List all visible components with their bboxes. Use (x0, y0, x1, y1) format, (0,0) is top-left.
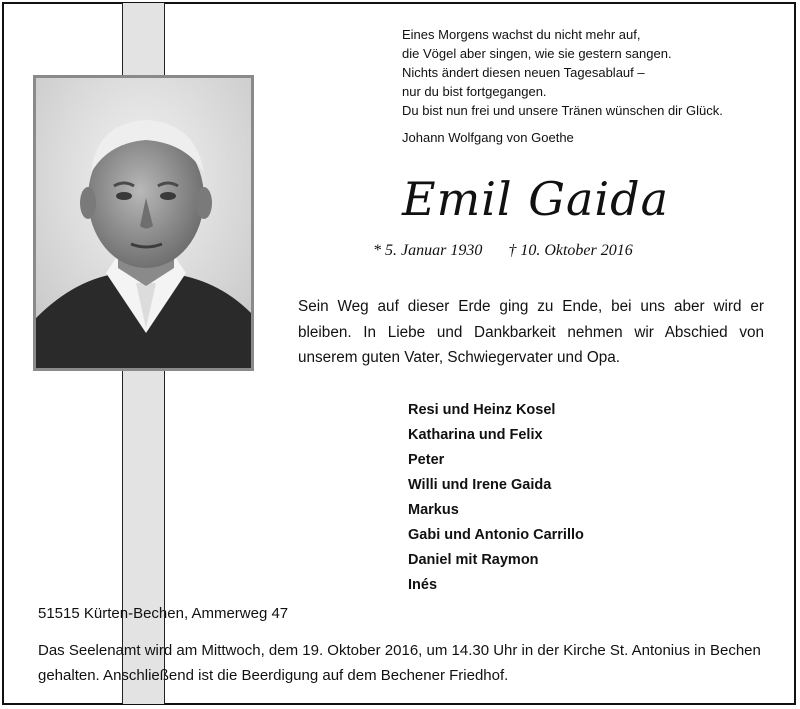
mourners-list (408, 398, 584, 598)
poem-line: nur du bist fortgegangen. (402, 84, 547, 99)
tribute-text: Sein Weg auf dieser Erde ging zu Ende, bei uns aber wird er bleiben. In Liebe und Dankbarkeit nehmen wir Abschied von unserem guten Vater, Schwiegervater und Opa. (298, 298, 764, 366)
poem-line: Eines Morgens wachst du nicht mehr auf, (402, 27, 641, 42)
mourner: Markus (408, 502, 459, 518)
death-date: † 10. Oktober 2016 (508, 242, 633, 259)
poem (402, 25, 772, 120)
portrait-photo (33, 75, 254, 371)
mourner: Katharina und Felix (408, 427, 543, 443)
deceased-name: Emil Gaida (402, 172, 669, 226)
portrait-image (36, 78, 251, 368)
birth-date: * 5. Januar 1930 (373, 242, 483, 259)
life-dates (373, 242, 693, 260)
poem-line: Du bist nun frei und unsere Tränen wünschen dir Glück. (402, 103, 723, 118)
mourner: Willi und Irene Gaida (408, 477, 552, 493)
mourner: Daniel mit Raymon (408, 552, 539, 568)
poem-author: Johann Wolfgang von Goethe (402, 130, 574, 145)
poem-line: die Vögel aber singen, wie sie gestern sangen. (402, 46, 672, 61)
family-address: 51515 Kürten-Bechen, Ammerweg 47 (38, 605, 289, 622)
funeral-notice: Das Seelenamt wird am Mittwoch, dem 19. Oktober 2016, um 14.30 Uhr in der Kirche St. Antonius in Bechen gehalten. Anschließend ist die Beerdigung auf dem Bechener Friedhof. (38, 642, 761, 684)
poem-line: Nichts ändert diesen neuen Tagesablauf – (402, 65, 645, 80)
mourner: Resi und Heinz Kosel (408, 402, 556, 418)
mourner: Peter (408, 452, 445, 468)
mourner: Gabi und Antonio Carrillo (408, 527, 584, 543)
mourner: Inés (408, 577, 438, 593)
